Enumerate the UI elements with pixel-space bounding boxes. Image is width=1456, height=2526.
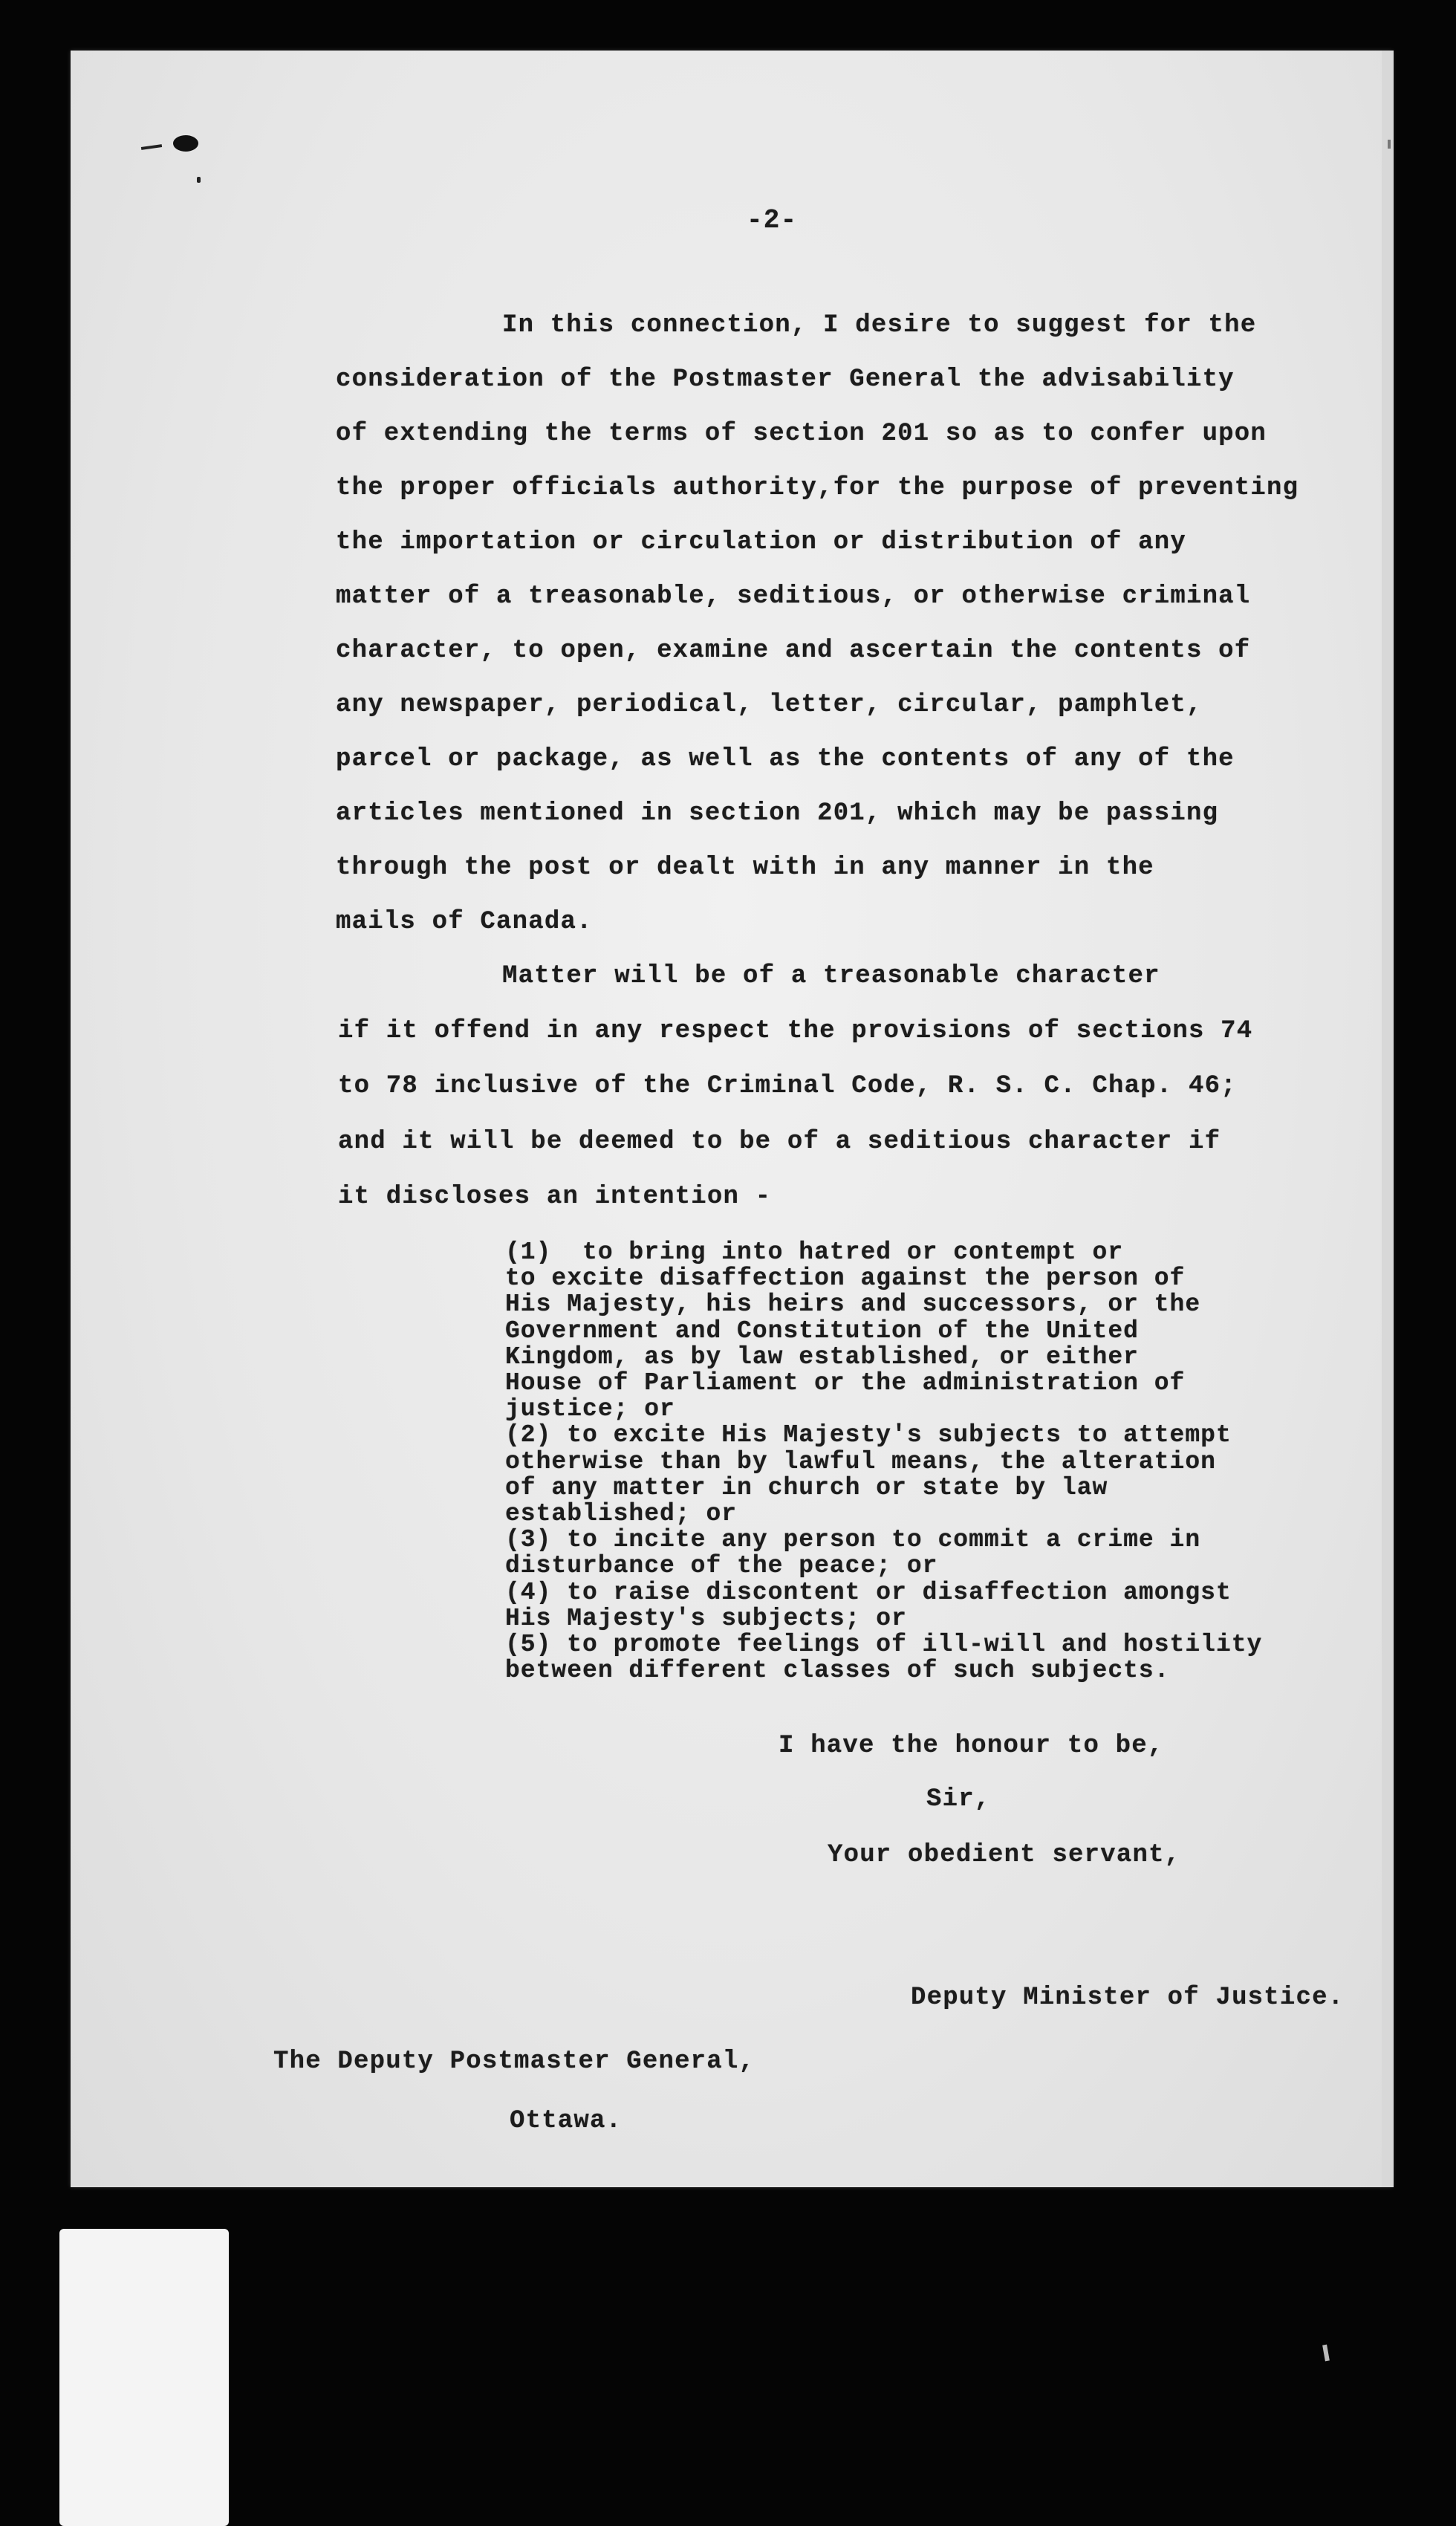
body-line: the proper officials authority,for the purpose of preventing xyxy=(336,474,1299,502)
closing-line: I have the honour to be, xyxy=(779,1732,1164,1760)
body-line: mails of Canada. xyxy=(336,908,593,936)
list-item-line: Kingdom, as by law established, or either xyxy=(505,1342,1139,1371)
body-line: parcel or package, as well as the contents of any of the xyxy=(336,745,1235,773)
signatory-title: Deputy Minister of Justice. xyxy=(911,1984,1345,2012)
body-line: and it will be deemed to be of a seditious character if xyxy=(338,1128,1221,1156)
list-item-line: to excite disaffection against the person of xyxy=(505,1264,1186,1293)
body-line: any newspaper, periodical, letter, circular, pamphlet, xyxy=(336,691,1203,719)
body-line: character, to open, examine and ascertain the contents of xyxy=(336,637,1251,665)
list-item-line: established; or xyxy=(505,1500,738,1528)
body-line: consideration of the Postmaster General the advisability xyxy=(336,366,1235,394)
list-item-line: justice; or xyxy=(505,1395,675,1423)
list-item-line: (4) to raise discontent or disaffection amongst xyxy=(505,1578,1232,1606)
list-item-line: of any matter in church or state by law xyxy=(505,1473,1108,1501)
body-line: Matter will be of a treasonable character xyxy=(502,962,1160,990)
list-item-line: (3) to incite any person to commit a crime in xyxy=(505,1526,1201,1554)
seditious-intentions-list xyxy=(505,1239,1345,1684)
list-item-line: (5) to promote feelings of ill-will and hostility xyxy=(505,1631,1263,1659)
body-line: if it offend in any respect the provisions of sections 74 xyxy=(338,1017,1253,1045)
blank-label-card xyxy=(59,2229,229,2526)
recipient-city: Ottawa. xyxy=(510,2107,623,2135)
body-line: In this connection, I desire to suggest for the xyxy=(502,311,1257,340)
ink-speck xyxy=(197,177,201,183)
sign-off: Your obedient servant, xyxy=(828,1841,1181,1869)
list-item-line: (1) to bring into hatred or contempt or xyxy=(505,1238,1124,1266)
page-number: -2- xyxy=(747,205,798,236)
list-item-line: (2) to excite His Majesty's subjects to attempt xyxy=(505,1421,1232,1449)
list-item-line: His Majesty, his heirs and successors, or the xyxy=(505,1290,1201,1319)
recipient-name: The Deputy Postmaster General, xyxy=(273,2048,755,2076)
list-item-line: between different classes of such subjects. xyxy=(505,1657,1170,1685)
body-line: of extending the terms of section 201 so as to confer upon xyxy=(336,420,1267,448)
body-line: matter of a treasonable, seditious, or otherwise criminal xyxy=(336,582,1251,611)
salutation: Sir, xyxy=(926,1785,991,1814)
ink-speck xyxy=(1388,140,1391,149)
body-line: to 78 inclusive of the Criminal Code, R. S. C. Chap. 46; xyxy=(338,1072,1237,1100)
list-item-line: otherwise than by lawful means, the alteration xyxy=(505,1447,1216,1475)
list-item-line: Government and Constitution of the United xyxy=(505,1316,1139,1345)
list-item-line: His Majesty's subjects; or xyxy=(505,1604,907,1632)
body-line: articles mentioned in section 201, which may be passing xyxy=(336,799,1219,828)
paper-edge xyxy=(1382,51,1394,2187)
list-item-line: House of Parliament or the administration of xyxy=(505,1369,1186,1397)
body-line: it discloses an intention - xyxy=(338,1183,772,1211)
ink-blot xyxy=(173,135,198,152)
list-item-line: disturbance of the peace; or xyxy=(505,1552,938,1580)
body-line: through the post or dealt with in any manner in the xyxy=(336,854,1154,882)
body-line: the importation or circulation or distribution of any xyxy=(336,528,1186,556)
